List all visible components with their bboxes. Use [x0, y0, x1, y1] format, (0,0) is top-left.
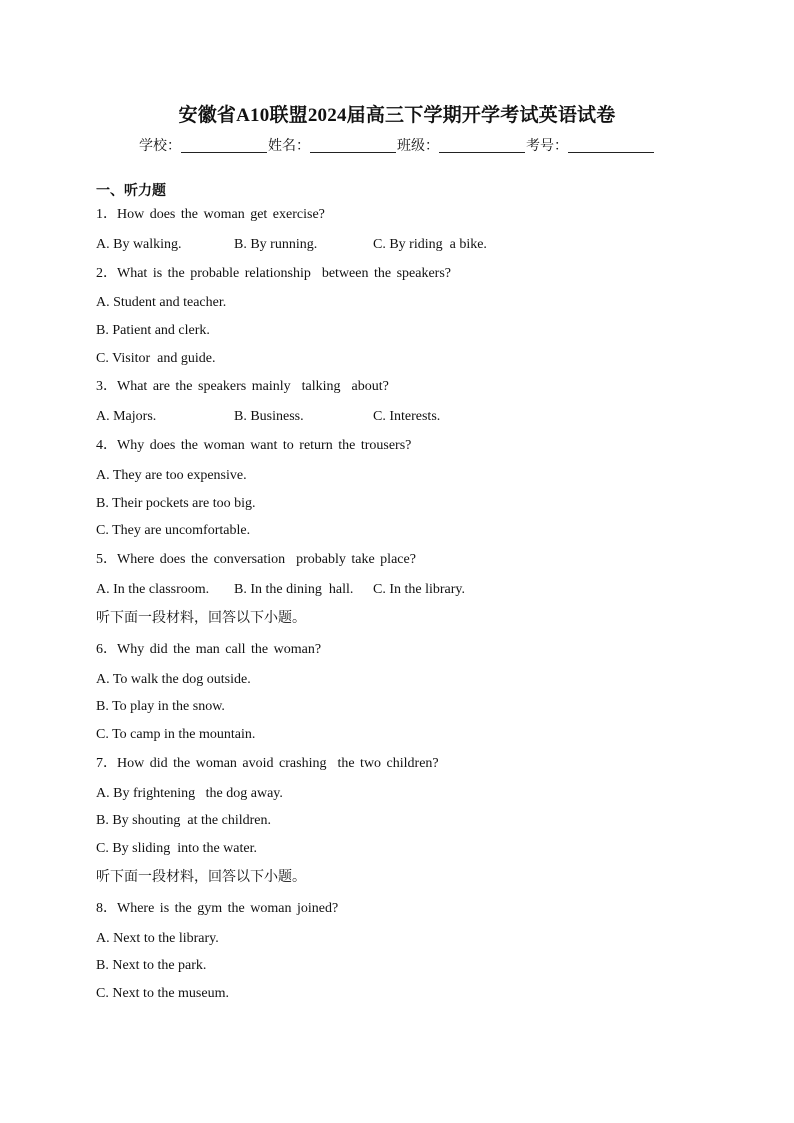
class-label: 班级：: [397, 138, 439, 154]
option-a: A. They are too expensive.: [96, 468, 247, 483]
question-5-options: [96, 580, 716, 600]
option-b: B. In the dining hall.: [234, 582, 354, 597]
option-c: C. By riding a bike.: [373, 237, 487, 252]
name-label: 姓名：: [268, 138, 310, 154]
number-blank[interactable]: [568, 138, 654, 153]
name-blank[interactable]: [310, 138, 396, 153]
option-a: A. Majors.: [96, 409, 157, 424]
question-5: 5．Where does the conversation probably take place?: [96, 552, 416, 567]
question-7: 7．How did the woman avoid crashing the two children?: [96, 756, 439, 771]
page-title: 安徽省A10联盟2024届高三下学期开学考试英语试卷: [178, 105, 616, 126]
student-info-line: [0, 136, 794, 156]
option-a: A. By walking.: [96, 237, 182, 252]
option-b: B. Business.: [234, 409, 304, 424]
school-label: 学校：: [139, 138, 181, 154]
question-1-options: [96, 235, 716, 255]
question-3-options: [96, 407, 716, 427]
number-label: 考号：: [526, 138, 568, 154]
option-b: B. Their pockets are too big.: [96, 496, 256, 511]
question-1: 1．How does the woman get exercise?: [96, 207, 325, 222]
option-a: A. In the classroom.: [96, 582, 210, 597]
class-blank[interactable]: [439, 138, 525, 153]
option-c: C. Next to the museum.: [96, 986, 229, 1001]
section-heading: 一、听力题: [96, 183, 166, 199]
question-8: 8．Where is the gym the woman joined?: [96, 901, 339, 916]
school-blank[interactable]: [181, 138, 267, 153]
option-c: C. Interests.: [373, 409, 441, 424]
listening-instruction: 听下面一段材料，回答以下小题。: [96, 610, 306, 626]
option-b: B. By running.: [234, 237, 318, 252]
question-6: 6．Why did the man call the woman?: [96, 642, 322, 657]
option-a: A. Next to the library.: [96, 931, 219, 946]
option-b: B. To play in the snow.: [96, 699, 225, 714]
question-2: 2．What is the probable relationship between the speakers?: [96, 266, 451, 281]
option-c: C. Visitor and guide.: [96, 351, 216, 366]
option-b: B. Patient and clerk.: [96, 323, 210, 338]
option-a: A. Student and teacher.: [96, 295, 227, 310]
option-c: C. In the library.: [373, 582, 466, 597]
option-c: C. They are uncomfortable.: [96, 523, 251, 538]
question-4: 4．Why does the woman want to return the trousers?: [96, 438, 412, 453]
option-c: C. To camp in the mountain.: [96, 727, 256, 742]
option-a: A. To walk the dog outside.: [96, 672, 251, 687]
question-3: 3．What are the speakers mainly talking about?: [96, 379, 389, 394]
option-b: B. By shouting at the children.: [96, 813, 271, 828]
option-a: A. By frightening the dog away.: [96, 786, 283, 801]
listening-instruction: 听下面一段材料，回答以下小题。: [96, 869, 306, 885]
option-c: C. By sliding into the water.: [96, 841, 257, 856]
option-b: B. Next to the park.: [96, 958, 207, 973]
